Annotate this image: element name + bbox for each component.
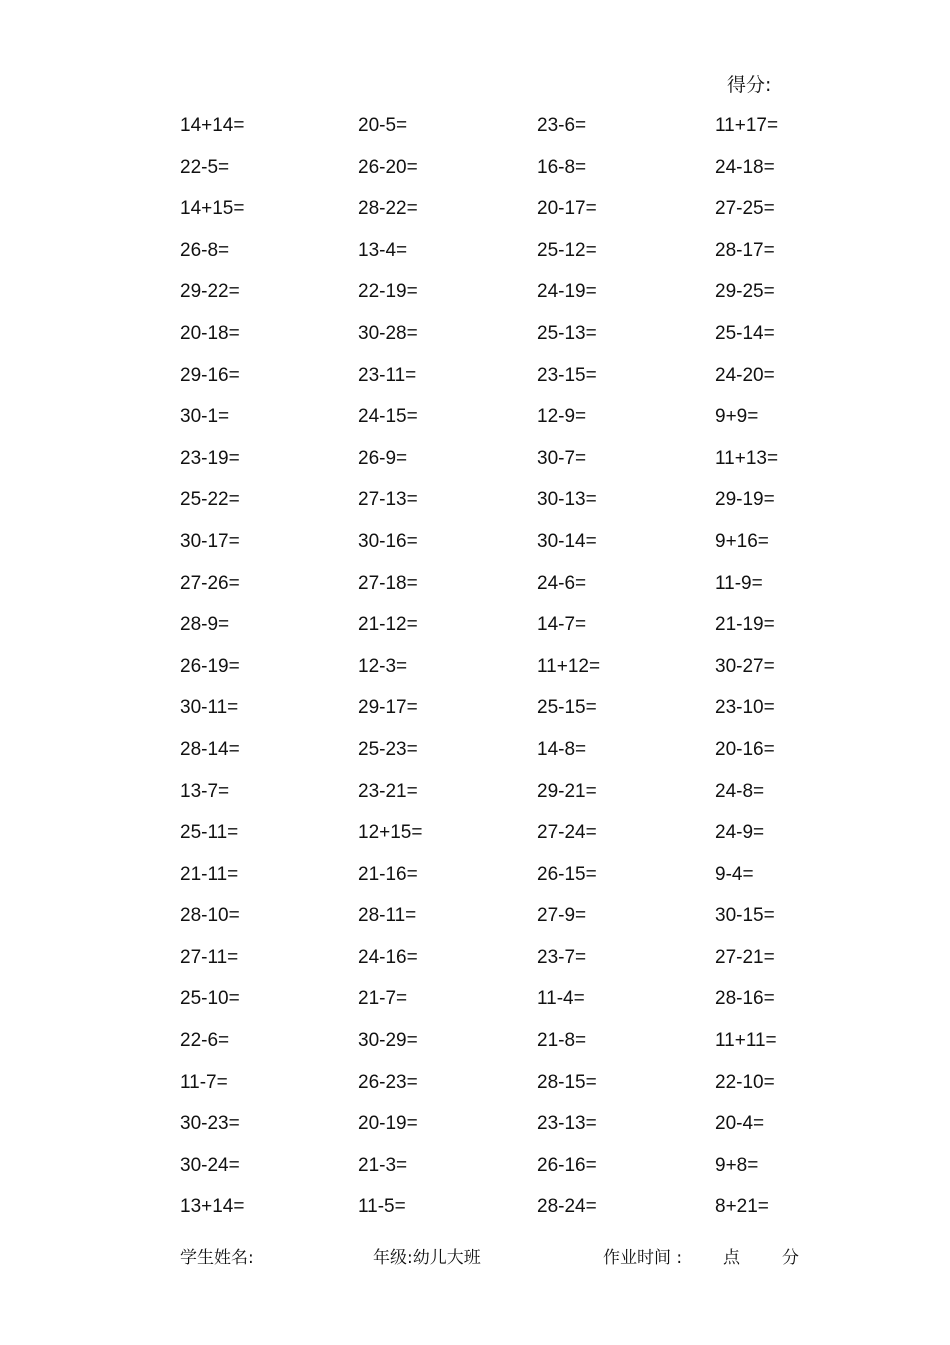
math-problem: 22-19= bbox=[358, 281, 418, 303]
math-problem: 13+14= bbox=[180, 1196, 245, 1218]
math-problem: 26-19= bbox=[180, 655, 240, 677]
math-problem: 13-4= bbox=[358, 239, 408, 261]
grade-label: 年级:幼儿大班 bbox=[373, 1248, 481, 1268]
math-problem: 27-13= bbox=[358, 489, 418, 511]
math-problem: 14-7= bbox=[537, 614, 587, 636]
math-problem: 26-8= bbox=[180, 239, 230, 261]
problem-row bbox=[180, 1070, 860, 1112]
math-problem: 26-20= bbox=[358, 156, 418, 178]
math-problem: 11+13= bbox=[715, 447, 779, 469]
math-problem: 30-28= bbox=[358, 322, 418, 344]
problem-row bbox=[180, 279, 860, 321]
math-problem: 21-8= bbox=[537, 1030, 587, 1052]
math-problem: 29-17= bbox=[358, 697, 418, 719]
math-problem: 23-21= bbox=[358, 780, 418, 802]
math-problem: 25-12= bbox=[537, 239, 597, 261]
math-problem: 30-1= bbox=[180, 406, 230, 428]
math-problem: 23-19= bbox=[180, 447, 240, 469]
math-problem: 24-16= bbox=[358, 946, 418, 968]
problem-row bbox=[180, 986, 860, 1028]
math-problem: 25-11= bbox=[180, 822, 239, 844]
math-problem: 24-18= bbox=[715, 156, 775, 178]
problem-row bbox=[180, 196, 860, 238]
problem-row bbox=[180, 654, 860, 696]
math-problem: 8+21= bbox=[715, 1196, 769, 1218]
math-problem: 12-9= bbox=[537, 406, 587, 428]
math-problem: 23-15= bbox=[537, 364, 597, 386]
math-problem: 29-19= bbox=[715, 489, 775, 511]
math-problem: 9-4= bbox=[715, 863, 754, 885]
math-problem: 9+9= bbox=[715, 406, 759, 428]
math-problem: 13-7= bbox=[180, 780, 230, 802]
math-problem: 25-23= bbox=[358, 738, 418, 760]
problem-row bbox=[180, 779, 860, 821]
math-problem: 28-9= bbox=[180, 614, 230, 636]
math-problem: 11-9= bbox=[715, 572, 763, 594]
problem-row bbox=[180, 1153, 860, 1195]
problem-row bbox=[180, 945, 860, 987]
math-problem: 11+17= bbox=[715, 115, 779, 136]
hour-label: 点 bbox=[723, 1248, 740, 1268]
math-problem: 25-13= bbox=[537, 322, 597, 344]
math-problem: 28-16= bbox=[715, 988, 775, 1010]
math-problem: 24-9= bbox=[715, 822, 765, 844]
math-problem: 29-16= bbox=[180, 364, 240, 386]
problem-row bbox=[180, 238, 860, 280]
homework-time-label: 作业时间 : bbox=[603, 1248, 683, 1268]
math-problem: 20-17= bbox=[537, 198, 597, 220]
math-problem: 22-5= bbox=[180, 156, 230, 178]
problem-row bbox=[180, 862, 860, 904]
math-problem: 21-12= bbox=[358, 614, 418, 636]
problem-row bbox=[180, 1028, 860, 1070]
math-problem: 27-21= bbox=[715, 946, 775, 968]
problem-row bbox=[180, 113, 860, 155]
math-problem: 21-19= bbox=[715, 614, 775, 636]
math-problem: 28-17= bbox=[715, 239, 775, 261]
math-problem: 24-15= bbox=[358, 406, 418, 428]
math-problem: 27-11= bbox=[180, 946, 239, 968]
math-problem: 29-22= bbox=[180, 281, 240, 303]
math-problem: 14+15= bbox=[180, 198, 245, 220]
math-problem: 27-26= bbox=[180, 572, 240, 594]
math-problem: 27-18= bbox=[358, 572, 418, 594]
math-problem: 30-29= bbox=[358, 1030, 418, 1052]
math-problem: 16-8= bbox=[537, 156, 587, 178]
math-problem: 29-25= bbox=[715, 281, 775, 303]
math-problem: 25-15= bbox=[537, 697, 597, 719]
problem-row bbox=[180, 321, 860, 363]
math-problem: 14-8= bbox=[537, 738, 587, 760]
math-problem: 21-3= bbox=[358, 1154, 408, 1176]
math-problem: 29-21= bbox=[537, 780, 597, 802]
minute-label: 分 bbox=[782, 1248, 799, 1268]
math-problem: 24-20= bbox=[715, 364, 775, 386]
math-problem: 14+14= bbox=[180, 115, 245, 136]
math-problem: 9+8= bbox=[715, 1154, 759, 1176]
math-problem: 11-4= bbox=[537, 988, 585, 1010]
math-problem: 27-25= bbox=[715, 198, 775, 220]
math-problem: 23-11= bbox=[358, 364, 417, 386]
math-problem: 23-10= bbox=[715, 697, 775, 719]
math-problem: 22-6= bbox=[180, 1030, 230, 1052]
problem-row bbox=[180, 1111, 860, 1153]
math-problem: 21-16= bbox=[358, 863, 418, 885]
math-problem: 23-6= bbox=[537, 115, 587, 136]
math-problem: 28-24= bbox=[537, 1196, 597, 1218]
problem-grid bbox=[180, 113, 860, 1236]
math-problem: 20-4= bbox=[715, 1113, 765, 1135]
problem-row bbox=[180, 155, 860, 197]
math-problem: 20-16= bbox=[715, 738, 775, 760]
math-problem: 28-11= bbox=[358, 905, 417, 927]
worksheet-footer bbox=[0, 1245, 950, 1271]
problem-row bbox=[180, 612, 860, 654]
math-problem: 30-11= bbox=[180, 697, 239, 719]
math-problem: 30-16= bbox=[358, 530, 418, 552]
math-problem: 30-17= bbox=[180, 530, 240, 552]
math-problem: 23-13= bbox=[537, 1113, 597, 1135]
math-problem: 24-8= bbox=[715, 780, 765, 802]
math-problem: 11-5= bbox=[358, 1196, 406, 1218]
math-problem: 30-7= bbox=[537, 447, 587, 469]
math-problem: 21-11= bbox=[180, 863, 239, 885]
math-problem: 9+16= bbox=[715, 530, 769, 552]
math-problem: 30-13= bbox=[537, 489, 597, 511]
math-problem: 26-9= bbox=[358, 447, 408, 469]
problem-row bbox=[180, 487, 860, 529]
problem-row bbox=[180, 571, 860, 613]
math-problem: 26-15= bbox=[537, 863, 597, 885]
problem-row bbox=[180, 903, 860, 945]
math-problem: 12+15= bbox=[358, 822, 423, 844]
math-problem: 11+12= bbox=[537, 655, 601, 677]
math-problem: 27-9= bbox=[537, 905, 587, 927]
math-problem: 23-7= bbox=[537, 946, 587, 968]
math-problem: 21-7= bbox=[358, 988, 408, 1010]
problem-row bbox=[180, 446, 860, 488]
math-problem: 25-22= bbox=[180, 489, 240, 511]
score-label: 得分: bbox=[727, 74, 772, 96]
problem-row bbox=[180, 695, 860, 737]
math-problem: 24-19= bbox=[537, 281, 597, 303]
math-problem: 30-27= bbox=[715, 655, 775, 677]
math-problem: 28-15= bbox=[537, 1071, 597, 1093]
math-problem: 20-19= bbox=[358, 1113, 418, 1135]
problem-row bbox=[180, 737, 860, 779]
math-problem: 30-15= bbox=[715, 905, 775, 927]
problem-row bbox=[180, 404, 860, 446]
math-problem: 24-6= bbox=[537, 572, 587, 594]
math-problem: 25-10= bbox=[180, 988, 240, 1010]
math-problem: 25-14= bbox=[715, 322, 775, 344]
math-problem: 11+11= bbox=[715, 1030, 777, 1052]
problem-row bbox=[180, 529, 860, 571]
math-problem: 20-5= bbox=[358, 115, 408, 136]
problem-row bbox=[180, 820, 860, 862]
student-name-label: 学生姓名: bbox=[180, 1248, 254, 1268]
math-problem: 20-18= bbox=[180, 322, 240, 344]
math-problem: 30-24= bbox=[180, 1154, 240, 1176]
math-problem: 30-23= bbox=[180, 1113, 240, 1135]
math-problem: 22-10= bbox=[715, 1071, 775, 1093]
math-problem: 11-7= bbox=[180, 1071, 228, 1093]
math-problem: 30-14= bbox=[537, 530, 597, 552]
math-problem: 28-22= bbox=[358, 198, 418, 220]
math-problem: 26-23= bbox=[358, 1071, 418, 1093]
problem-row bbox=[180, 1194, 860, 1236]
math-problem: 26-16= bbox=[537, 1154, 597, 1176]
math-problem: 27-24= bbox=[537, 822, 597, 844]
math-problem: 28-10= bbox=[180, 905, 240, 927]
math-problem: 12-3= bbox=[358, 655, 408, 677]
problem-row bbox=[180, 363, 860, 405]
math-problem: 28-14= bbox=[180, 738, 240, 760]
